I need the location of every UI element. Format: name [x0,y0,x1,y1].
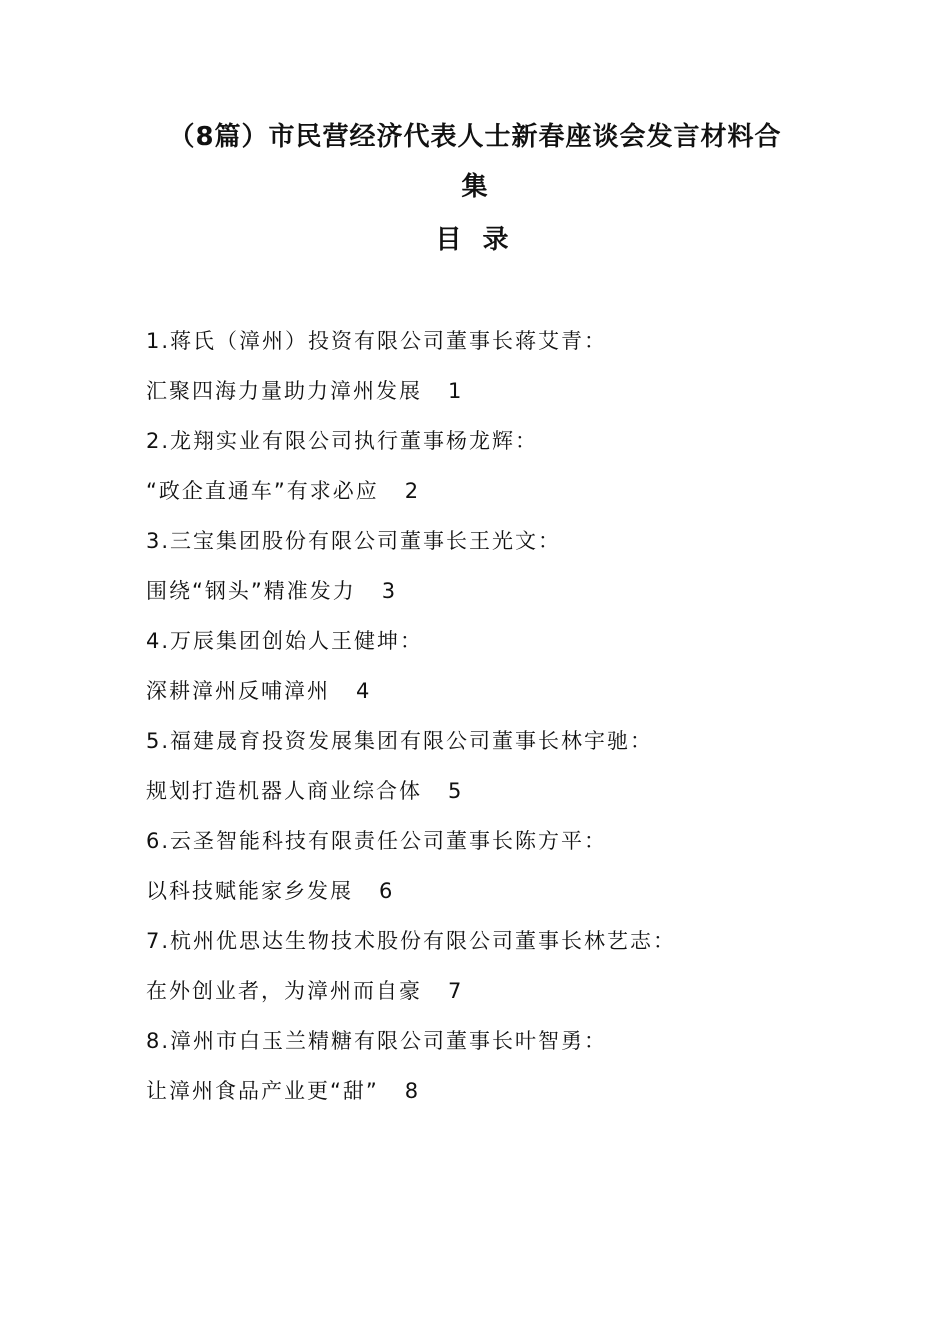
toc-entry [146,316,846,416]
toc-entry [146,716,846,816]
toc-entry-page-number: 2 [404,479,421,503]
toc-entry-subtitle: 深耕漳州反哺漳州 [146,679,330,703]
toc-entry-page-number: 4 [356,679,372,703]
toc-entry-subtitle: 规划打造机器人商业综合体 [146,779,422,803]
title-line-2: 集 [461,172,489,202]
toc-entry-page-number: 5 [448,779,464,803]
toc-entry-heading: 5.福建晟育投资发展集团有限公司董事长林宇驰： [146,729,654,753]
toc-entry-heading: 3.三宝集团股份有限公司董事长王光文： [146,529,562,553]
toc-entry-subtitle-line [146,466,846,516]
toc-entry-subtitle: “政企直通车”有求必应 [146,479,379,503]
toc-entry-subtitle-line [146,366,846,416]
document-title [120,112,830,212]
toc-entry-subtitle-line [146,1066,846,1116]
toc-entry-page-number: 1 [448,379,464,403]
toc-entry-subtitle: 让漳州食品产业更“甜” [146,1079,379,1103]
toc-entry-page-number: 6 [379,879,395,903]
toc-entry [146,916,846,1016]
toc-entry-subtitle: 以科技赋能家乡发展 [146,879,353,903]
toc-entry-heading: 7.杭州优思达生物技术股份有限公司董事长林艺志： [146,929,677,953]
title-line-1: （8篇）市民营经济代表人士新春座谈会发言材料合 [168,122,782,152]
toc-entry-subtitle-line [146,666,846,716]
toc-entry-subtitle: 围绕“钢头”精准发力 [146,579,356,603]
toc-entry-heading: 8.漳州市白玉兰精糖有限公司董事长叶智勇： [146,1029,608,1053]
toc-entry-subtitle-line [146,766,846,816]
toc-entry-subtitle-line [146,566,846,616]
toc-entry-page-number: 7 [448,979,464,1003]
toc-entry-subtitle: 在外创业者，为漳州而自豪 [146,979,422,1003]
toc-entry [146,416,846,516]
toc-entry [146,616,846,716]
toc-entry-subtitle-line [146,866,846,916]
toc-entry [146,1016,846,1116]
toc-entry-heading: 1.蒋氏（漳州）投资有限公司董事长蒋艾青： [146,329,608,353]
toc-entry-heading: 6.云圣智能科技有限责任公司董事长陈方平： [146,829,608,853]
toc-entry-subtitle: 汇聚四海力量助力漳州发展 [146,379,422,403]
toc-entry-page-number: 3 [381,579,398,603]
toc-entry [146,516,846,616]
toc-heading: 目 录 [435,225,515,255]
toc-entry-page-number: 8 [404,1079,421,1103]
toc-entry-subtitle-line [146,966,846,1016]
toc-entry [146,816,846,916]
toc-entry-heading: 2.龙翔实业有限公司执行董事杨龙辉： [146,429,539,453]
toc-entry-heading: 4.万辰集团创始人王健坤： [146,629,424,653]
table-of-contents [146,316,846,1116]
